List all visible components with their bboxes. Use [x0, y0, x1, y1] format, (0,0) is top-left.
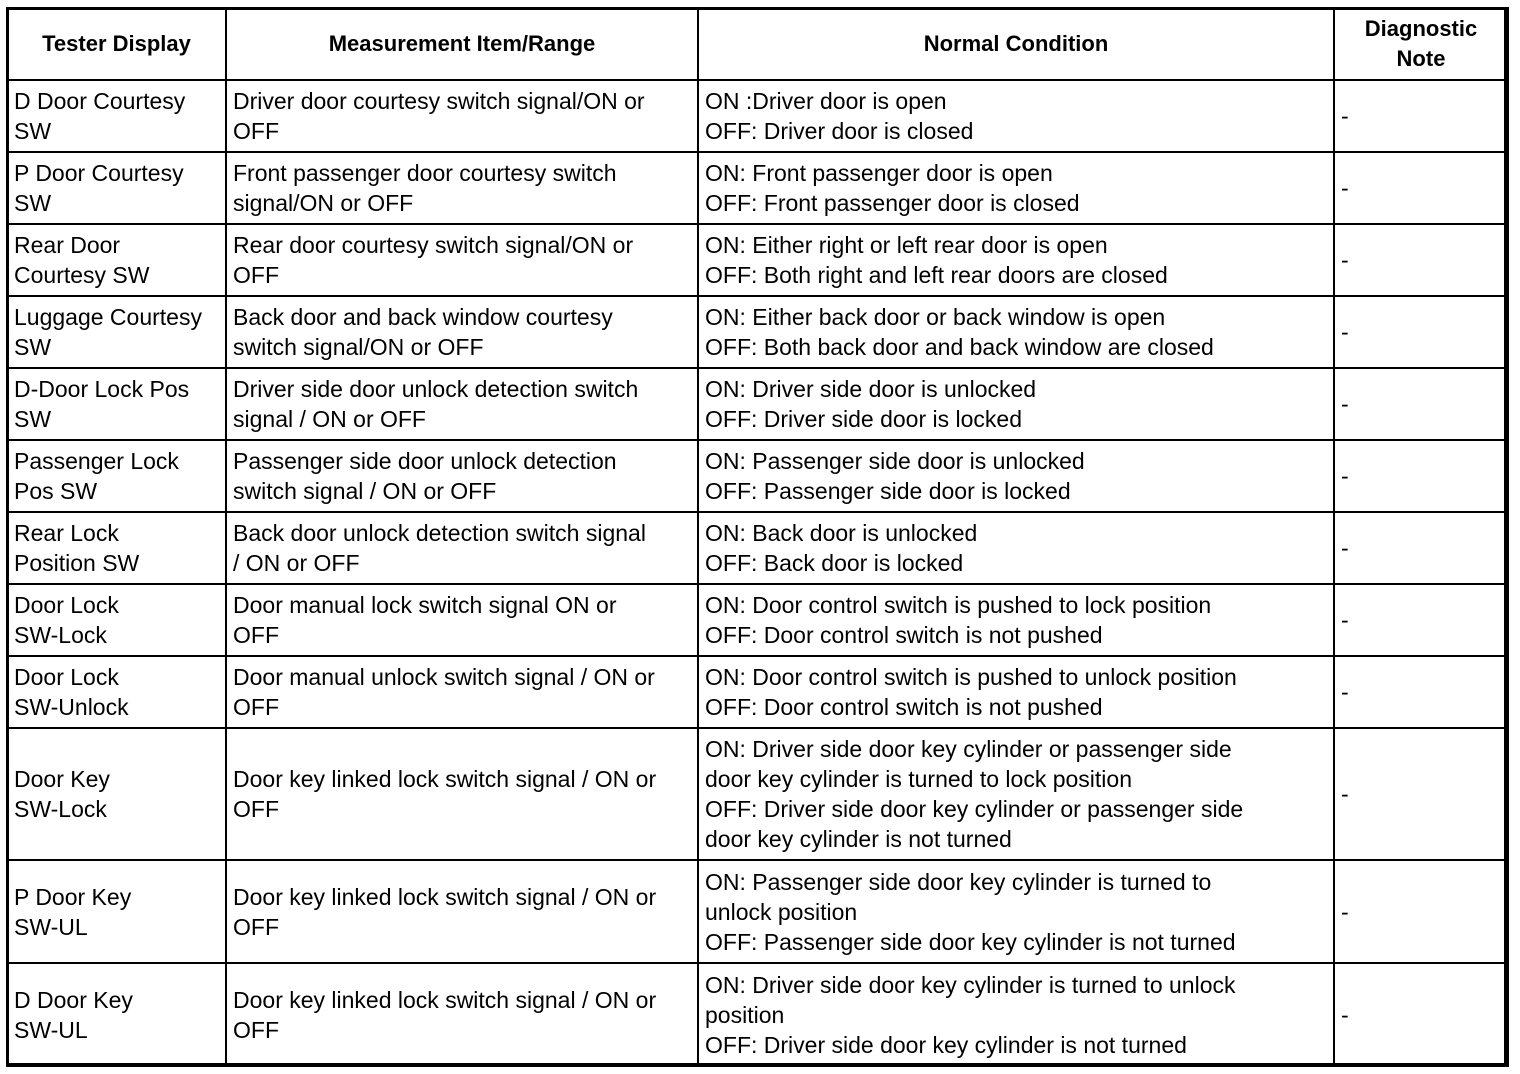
- cell-diagnostic-note: -: [1334, 224, 1508, 296]
- cell-text-line: ON: Driver side door key cylinder is turned to unlock: [705, 971, 1236, 998]
- cell-measurement-item: [226, 728, 698, 860]
- cell-text-line: OFF: Door control switch is not pushed: [705, 622, 1103, 648]
- cell-measurement-item: [226, 440, 698, 512]
- cell-tester-display: [7, 368, 226, 440]
- cell-diagnostic-note: -: [1334, 963, 1508, 1066]
- header-note-line: Diagnostic: [1364, 16, 1478, 41]
- cell-measurement-item: [226, 152, 698, 224]
- cell-text-line: SW-Lock: [14, 622, 107, 648]
- cell-text-line: Door key linked lock switch signal / ON or: [233, 766, 657, 792]
- cell-text-line: P Door Courtesy: [14, 160, 184, 186]
- cell-normal-condition: [698, 584, 1334, 656]
- cell-text-line: switch signal / ON or OFF: [233, 478, 497, 504]
- cell-text-line: door key cylinder is turned to lock position: [705, 766, 1132, 792]
- cell-text-line: ON: Door control switch is pushed to lock position: [705, 592, 1212, 618]
- cell-normal-condition: [698, 512, 1334, 584]
- cell-measurement-item: [226, 963, 698, 1066]
- table-row: [7, 963, 1508, 1066]
- cell-normal-condition: [698, 860, 1334, 963]
- cell-text-line: ON: Either back door or back window is open: [705, 304, 1166, 330]
- header-diagnostic-note: [1334, 8, 1508, 80]
- cell-text-line: SW-UL: [14, 913, 88, 940]
- cell-text-line: Door manual unlock switch signal / ON or: [233, 664, 655, 690]
- cell-text-line: position: [705, 1001, 785, 1028]
- cell-text-line: OFF: [233, 262, 279, 288]
- cell-text-line: Position SW: [14, 550, 140, 576]
- cell-text-line: door key cylinder is not turned: [705, 826, 1012, 852]
- cell-tester-display: [7, 860, 226, 963]
- diagnostic-table: [6, 7, 1509, 1067]
- cell-text-line: OFF: Driver door is closed: [705, 118, 974, 144]
- cell-text-line: ON: Driver side door is unlocked: [705, 376, 1037, 402]
- cell-text-line: ON: Passenger side door is unlocked: [705, 448, 1085, 474]
- cell-text-line: ON: Either right or left rear door is open: [705, 232, 1108, 258]
- cell-text-line: OFF: Both right and left rear doors are closed: [705, 262, 1168, 288]
- cell-text-line: ON :Driver door is open: [705, 88, 947, 114]
- cell-text-line: SW-UL: [14, 1016, 88, 1043]
- cell-diagnostic-note: -: [1334, 296, 1508, 368]
- table-row: [7, 656, 1508, 728]
- cell-text-line: SW-Lock: [14, 796, 107, 822]
- cell-tester-display: [7, 963, 226, 1066]
- cell-measurement-item: [226, 860, 698, 963]
- table-header: [7, 8, 1508, 80]
- cell-text-line: SW-Unlock: [14, 694, 129, 720]
- cell-text-line: OFF: Driver side door key cylinder is not turned: [705, 1031, 1187, 1058]
- cell-diagnostic-note: -: [1334, 152, 1508, 224]
- cell-text-line: Door key linked lock switch signal / ON or: [233, 883, 657, 910]
- table-row: [7, 860, 1508, 963]
- cell-normal-condition: [698, 368, 1334, 440]
- cell-measurement-item: [226, 368, 698, 440]
- cell-text-line: Rear Door: [14, 232, 121, 258]
- cell-diagnostic-note: -: [1334, 728, 1508, 860]
- table-row: [7, 80, 1508, 152]
- cell-text-line: ON: Front passenger door is open: [705, 160, 1053, 186]
- cell-text-line: Door key linked lock switch signal / ON or: [233, 986, 657, 1013]
- table-row: [7, 728, 1508, 860]
- cell-measurement-item: [226, 224, 698, 296]
- cell-text-line: Driver door courtesy switch signal/ON or: [233, 88, 645, 114]
- cell-text-line: OFF: Back door is locked: [705, 550, 964, 576]
- cell-text-line: Back door unlock detection switch signal: [233, 520, 646, 546]
- cell-measurement-item: [226, 656, 698, 728]
- cell-text-line: OFF: [233, 1016, 279, 1043]
- cell-text-line: switch signal/ON or OFF: [233, 334, 484, 360]
- cell-tester-display: [7, 728, 226, 860]
- cell-text-line: P Door Key: [14, 883, 132, 910]
- cell-tester-display: [7, 80, 226, 152]
- cell-text-line: Door Lock: [14, 664, 119, 690]
- cell-text-line: Driver side door unlock detection switch: [233, 376, 639, 402]
- cell-text-line: Passenger Lock: [14, 448, 179, 474]
- cell-diagnostic-note: -: [1334, 368, 1508, 440]
- cell-text-line: D Door Key: [14, 986, 133, 1013]
- cell-text-line: OFF: [233, 694, 279, 720]
- cell-tester-display: [7, 512, 226, 584]
- cell-normal-condition: [698, 296, 1334, 368]
- cell-diagnostic-note: -: [1334, 656, 1508, 728]
- cell-text-line: OFF: Passenger side door is locked: [705, 478, 1071, 504]
- cell-text-line: signal/ON or OFF: [233, 190, 414, 216]
- cell-text-line: OFF: [233, 622, 279, 648]
- cell-text-line: OFF: Driver side door is locked: [705, 406, 1022, 432]
- cell-text-line: OFF: [233, 796, 279, 822]
- cell-text-line: Door Key: [14, 766, 110, 792]
- cell-text-line: ON: Passenger side door key cylinder is turned to: [705, 868, 1212, 895]
- cell-measurement-item: [226, 296, 698, 368]
- table-row: [7, 152, 1508, 224]
- cell-text-line: Rear door courtesy switch signal/ON or: [233, 232, 634, 258]
- cell-normal-condition: [698, 80, 1334, 152]
- cell-text-line: Door Lock: [14, 592, 119, 618]
- cell-text-line: signal / ON or OFF: [233, 406, 426, 432]
- table-row: [7, 368, 1508, 440]
- cell-text-line: Pos SW: [14, 478, 98, 504]
- cell-text-line: unlock position: [705, 898, 858, 925]
- cell-normal-condition: [698, 440, 1334, 512]
- header-note-line: Note: [1396, 46, 1446, 71]
- cell-text-line: OFF: Both back door and back window are closed: [705, 334, 1214, 360]
- cell-tester-display: [7, 656, 226, 728]
- cell-text-line: OFF: [233, 118, 279, 144]
- cell-text-line: ON: Driver side door key cylinder or passenger side: [705, 736, 1232, 762]
- cell-text-line: Passenger side door unlock detection: [233, 448, 617, 474]
- cell-tester-display: [7, 440, 226, 512]
- cell-text-line: SW: [14, 118, 52, 144]
- cell-text-line: SW: [14, 334, 52, 360]
- cell-tester-display: [7, 224, 226, 296]
- table-row: [7, 296, 1508, 368]
- cell-diagnostic-note: -: [1334, 584, 1508, 656]
- cell-text-line: Courtesy SW: [14, 262, 150, 288]
- cell-normal-condition: [698, 656, 1334, 728]
- cell-text-line: / ON or OFF: [233, 550, 360, 576]
- cell-measurement-item: [226, 80, 698, 152]
- cell-text-line: Front passenger door courtesy switch: [233, 160, 617, 186]
- cell-text-line: OFF: [233, 913, 279, 940]
- cell-normal-condition: [698, 224, 1334, 296]
- cell-text-line: ON: Back door is unlocked: [705, 520, 978, 546]
- cell-text-line: D Door Courtesy: [14, 88, 186, 114]
- diagnostic-table-page: [6, 7, 1507, 1066]
- cell-text-line: SW: [14, 190, 52, 216]
- cell-text-line: Luggage Courtesy: [14, 304, 202, 330]
- header-normal-condition: Normal Condition: [698, 8, 1334, 80]
- cell-text-line: OFF: Passenger side door key cylinder is not turned: [705, 928, 1236, 955]
- cell-tester-display: [7, 584, 226, 656]
- cell-diagnostic-note: -: [1334, 860, 1508, 963]
- cell-tester-display: [7, 296, 226, 368]
- table-row: [7, 224, 1508, 296]
- cell-text-line: OFF: Driver side door key cylinder or passenger side: [705, 796, 1244, 822]
- header-tester-display: Tester Display: [7, 8, 226, 80]
- table-row: [7, 512, 1508, 584]
- cell-text-line: OFF: Door control switch is not pushed: [705, 694, 1103, 720]
- cell-diagnostic-note: -: [1334, 512, 1508, 584]
- table-body: [7, 80, 1508, 1066]
- table-row: [7, 584, 1508, 656]
- cell-normal-condition: [698, 963, 1334, 1066]
- cell-text-line: D-Door Lock Pos: [14, 376, 190, 402]
- table-row: [7, 440, 1508, 512]
- header-measurement-item: Measurement Item/Range: [226, 8, 698, 80]
- cell-tester-display: [7, 152, 226, 224]
- cell-normal-condition: [698, 728, 1334, 860]
- cell-diagnostic-note: -: [1334, 80, 1508, 152]
- cell-measurement-item: [226, 584, 698, 656]
- cell-text-line: Back door and back window courtesy: [233, 304, 613, 330]
- cell-text-line: Rear Lock: [14, 520, 119, 546]
- cell-measurement-item: [226, 512, 698, 584]
- cell-text-line: OFF: Front passenger door is closed: [705, 190, 1080, 216]
- cell-text-line: ON: Door control switch is pushed to unlock position: [705, 664, 1237, 690]
- cell-diagnostic-note: -: [1334, 440, 1508, 512]
- cell-text-line: Door manual lock switch signal ON or: [233, 592, 617, 618]
- cell-text-line: SW: [14, 406, 52, 432]
- header-row: [7, 8, 1508, 80]
- cell-normal-condition: [698, 152, 1334, 224]
